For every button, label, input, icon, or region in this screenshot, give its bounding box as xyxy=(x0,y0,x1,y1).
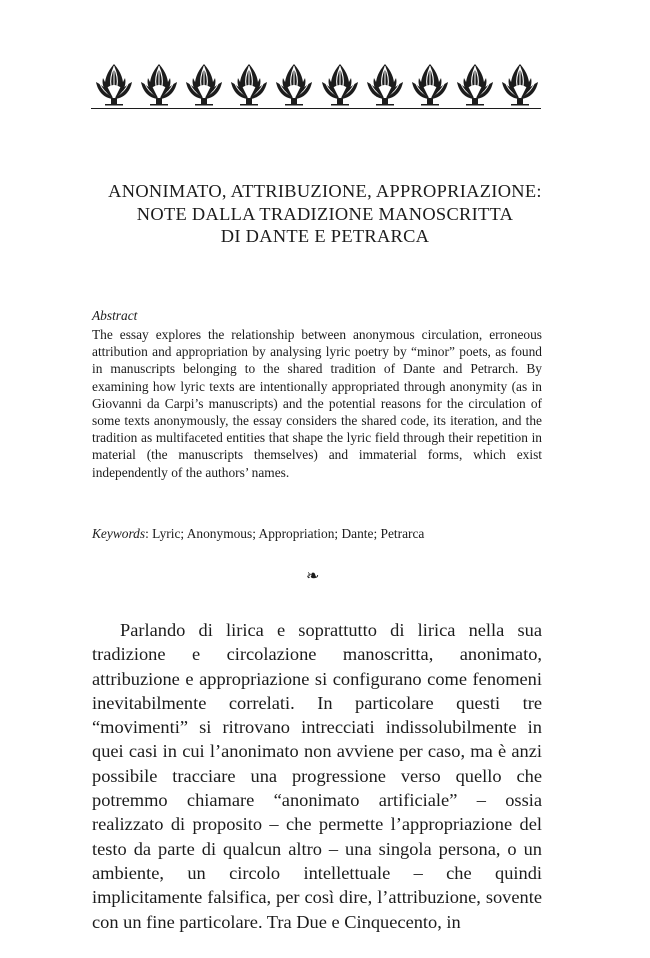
keywords: Keywords: Lyric; Anonymous; Appropriation; Dante; Petrarca xyxy=(92,526,425,541)
lotus-ornament-icon xyxy=(455,62,495,106)
keywords-values: Lyric; Anonymous; Appropriation; Dante; Petrarca xyxy=(152,526,425,541)
lotus-ornament-icon xyxy=(184,62,224,106)
lotus-ornament-icon xyxy=(94,62,134,106)
abstract-heading: Abstract xyxy=(92,308,138,323)
title-line: NOTE DALLA TRADIZIONE MANOSCRITTA xyxy=(136,203,514,224)
lotus-ornament-icon xyxy=(320,62,360,106)
article-title xyxy=(80,180,570,248)
lotus-ornament-icon xyxy=(500,62,540,106)
lotus-ornament-icon xyxy=(365,62,405,106)
lotus-ornament-icon xyxy=(229,62,269,106)
body-paragraph: Parlando di lirica e soprattutto di lirica nella sua tradizione e circolazione manoscritta, anonimato, attribuzione e appropriazione si configurano come fenomeni inevitabilmente correlati. In particolare questi tre “movimenti” si ritrovano intrecciati indissolubilmente in quei casi in cui l’anonimato non avviene per caso, ma è anzi possibile tracciare una progressione verso quello che potremmo chiamare “anonimato artificiale” – ossia realizzato di proposito – che permette l’appropriazione del testo da parte di qualcun altro – una singola persona, o un ambiente, un circolo intellettuale – che quindi implicitamente falsifica, per così dire, l’attribuzione, sovente con un fine particolare. Tra Due e Cinquecento, in xyxy=(92,620,542,932)
title-line: DI DANTE E PETRARCA xyxy=(220,226,430,246)
title-line: ANONIMATO, ATTRIBUZIONE, APPROPRIAZIONE: xyxy=(108,181,542,201)
keywords-label: Keywords xyxy=(92,526,146,541)
fleuron-divider-icon: ❧ xyxy=(306,566,320,585)
abstract-text: The essay explores the relationship between anonymous circulation, erroneous attribution and appropriation by analysing lyric poetry by “minor” poets, as found in manuscripts belonging to the shared tradition of Dante and Petrarch. By examining how lyric texts are intentionally appropriated through anonymity (as in Giovanni da Carpi’s manuscripts) and the potential reasons for the circulation of some texts anonymously, the essay considers the shared code, its iteration, and the tradition as multifaceted entities that shape the lyric field through their repetition in material (the manuscripts themselves) and immaterial forms, which exist independently of the authors’ names. xyxy=(92,327,542,480)
header-ornament-band xyxy=(94,60,540,106)
lotus-ornament-icon xyxy=(274,62,314,106)
lotus-ornament-icon xyxy=(410,62,450,106)
header-rule xyxy=(91,108,541,109)
lotus-ornament-icon xyxy=(139,62,179,106)
